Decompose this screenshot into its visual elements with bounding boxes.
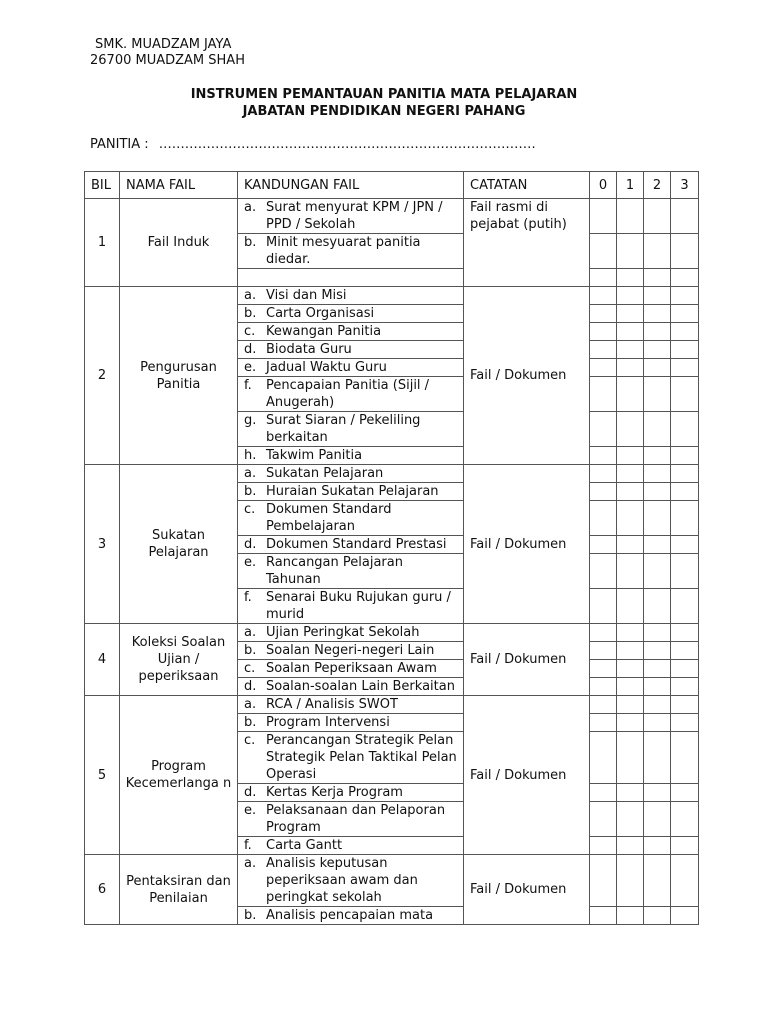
score-cell-0[interactable] [590, 696, 617, 714]
item-letter: e. [244, 360, 257, 375]
score-cell-0[interactable] [590, 554, 617, 589]
score-cell-1[interactable] [617, 678, 644, 696]
score-cell-3[interactable] [671, 465, 699, 483]
catatan-cell: Fail rasmi di pejabat (putih) [464, 199, 590, 287]
item-text: Kewangan Panitia [266, 324, 382, 339]
score-cell-2[interactable] [644, 802, 671, 837]
score-cell-0[interactable] [590, 660, 617, 678]
kandungan-cell [238, 323, 464, 341]
score-cell-3[interactable] [671, 642, 699, 660]
score-cell-1[interactable] [617, 305, 644, 323]
table-row [85, 287, 699, 305]
nama-fail-cell: Koleksi Soalan Ujian / peperiksaan [120, 624, 238, 696]
item-letter: f. [244, 838, 252, 853]
item-text: Sukatan Pelajaran [266, 466, 384, 481]
score-cell-3[interactable] [671, 287, 699, 305]
bil-cell: 6 [85, 855, 120, 925]
score-cell-1[interactable] [617, 465, 644, 483]
item-letter: b. [244, 306, 257, 321]
score-cell-2[interactable] [644, 269, 671, 287]
table-row [85, 696, 699, 714]
score-cell-3[interactable] [671, 199, 699, 234]
list-item [244, 447, 457, 464]
list-item [244, 589, 457, 623]
score-cell-0[interactable] [590, 447, 617, 465]
item-text: Analisis pencapaian mata [266, 908, 434, 923]
kandungan-cell [238, 234, 464, 269]
kandungan-cell [238, 837, 464, 855]
score-cell-2[interactable] [644, 305, 671, 323]
item-letter: g. [244, 413, 257, 428]
score-cell-0[interactable] [590, 678, 617, 696]
kandungan-cell [238, 855, 464, 907]
item-text: Minit mesyuarat panitia diedar. [266, 235, 421, 267]
item-letter: a. [244, 856, 257, 871]
score-cell-2[interactable] [644, 714, 671, 732]
score-cell-3[interactable] [671, 907, 699, 925]
score-cell-3[interactable] [671, 678, 699, 696]
score-cell-1[interactable] [617, 447, 644, 465]
list-item [244, 305, 457, 322]
catatan-cell: Fail / Dokumen [464, 624, 590, 696]
header-nama-fail: NAMA FAIL [120, 172, 238, 199]
table-row [85, 624, 699, 642]
score-cell-0[interactable] [590, 642, 617, 660]
score-cell-1[interactable] [617, 837, 644, 855]
nama-fail-cell: Pengurusan Panitia [120, 287, 238, 465]
kandungan-cell [238, 269, 464, 287]
score-cell-0[interactable] [590, 802, 617, 837]
item-letter: d. [244, 785, 257, 800]
score-cell-0[interactable] [590, 269, 617, 287]
kandungan-cell [238, 589, 464, 624]
item-text: Dokumen Standard Prestasi [266, 537, 447, 552]
score-cell-0[interactable] [590, 536, 617, 554]
score-cell-0[interactable] [590, 234, 617, 269]
list-item [244, 802, 457, 836]
list-item [244, 714, 457, 731]
score-cell-3[interactable] [671, 660, 699, 678]
score-cell-1[interactable] [617, 501, 644, 536]
list-item [244, 377, 457, 411]
item-letter: a. [244, 466, 257, 481]
list-item [244, 642, 457, 659]
score-cell-1[interactable] [617, 907, 644, 925]
kandungan-cell [238, 714, 464, 732]
item-letter: b. [244, 715, 257, 730]
bil-cell: 5 [85, 696, 120, 855]
item-text: Soalan-soalan Lain Berkaitan [266, 679, 455, 694]
score-cell-3[interactable] [671, 412, 699, 447]
score-cell-3[interactable] [671, 624, 699, 642]
kandungan-cell [238, 554, 464, 589]
score-cell-0[interactable] [590, 837, 617, 855]
kandungan-cell [238, 465, 464, 483]
score-cell-1[interactable] [617, 536, 644, 554]
item-letter: a. [244, 625, 257, 640]
item-text: Takwim Panitia [266, 448, 363, 463]
score-cell-3[interactable] [671, 837, 699, 855]
item-letter: b. [244, 235, 257, 250]
kandungan-cell [238, 907, 464, 925]
score-cell-2[interactable] [644, 642, 671, 660]
list-item [244, 465, 457, 482]
score-cell-3[interactable] [671, 323, 699, 341]
score-cell-1[interactable] [617, 696, 644, 714]
item-letter: h. [244, 448, 257, 463]
score-cell-3[interactable] [671, 589, 699, 624]
kandungan-cell [238, 287, 464, 305]
score-cell-1[interactable] [617, 660, 644, 678]
item-text: Pencapaian Panitia (Sijil / Anugerah) [266, 378, 430, 410]
header-row [85, 172, 699, 199]
score-cell-2[interactable] [644, 589, 671, 624]
item-text: RCA / Analisis SWOT [266, 697, 398, 712]
score-cell-2[interactable] [644, 483, 671, 501]
score-cell-3[interactable] [671, 732, 699, 784]
list-item [244, 287, 457, 304]
kandungan-cell [238, 377, 464, 412]
item-text: Soalan Negeri-negeri Lain [266, 643, 435, 658]
list-item [244, 323, 457, 340]
kandungan-cell [238, 732, 464, 784]
catatan-cell: Fail / Dokumen [464, 696, 590, 855]
item-letter: b. [244, 908, 257, 923]
item-text: Ujian Peringkat Sekolah [266, 625, 420, 640]
panitia-field [90, 137, 536, 152]
list-item [244, 483, 457, 500]
item-letter: f. [244, 378, 252, 393]
catatan-cell: Fail / Dokumen [464, 855, 590, 925]
kandungan-cell [238, 501, 464, 536]
score-cell-3[interactable] [671, 554, 699, 589]
score-cell-3[interactable] [671, 377, 699, 412]
item-text: Carta Organisasi [266, 306, 375, 321]
item-text: Visi dan Misi [266, 288, 347, 303]
panitia-dots: …………………………………………………………………………… [158, 137, 536, 152]
item-letter: a. [244, 200, 257, 215]
kandungan-cell [238, 447, 464, 465]
score-cell-0[interactable] [590, 305, 617, 323]
score-cell-0[interactable] [590, 784, 617, 802]
header-kandungan-fail: KANDUNGAN FAIL [238, 172, 464, 199]
score-cell-1[interactable] [617, 359, 644, 377]
item-letter: c. [244, 324, 256, 339]
score-cell-2[interactable] [644, 412, 671, 447]
score-cell-0[interactable] [590, 199, 617, 234]
score-cell-3[interactable] [671, 305, 699, 323]
item-letter: c. [244, 502, 256, 517]
header-catatan: CATATAN [464, 172, 590, 199]
list-item [244, 837, 457, 854]
list-item [244, 678, 457, 695]
header-score-2: 2 [644, 172, 671, 199]
kandungan-cell [238, 341, 464, 359]
score-cell-0[interactable] [590, 732, 617, 784]
panitia-label: PANITIA : [90, 137, 149, 152]
score-cell-2[interactable] [644, 501, 671, 536]
item-letter: b. [244, 643, 257, 658]
score-cell-1[interactable] [617, 624, 644, 642]
score-cell-2[interactable] [644, 323, 671, 341]
item-text: Huraian Sukatan Pelajaran [266, 484, 439, 499]
item-letter: b. [244, 484, 257, 499]
kandungan-cell [238, 784, 464, 802]
score-cell-1[interactable] [617, 199, 644, 234]
score-cell-2[interactable] [644, 554, 671, 589]
score-cell-2[interactable] [644, 784, 671, 802]
score-cell-0[interactable] [590, 465, 617, 483]
score-cell-1[interactable] [617, 855, 644, 907]
item-text: Program Intervensi [266, 715, 390, 730]
score-cell-3[interactable] [671, 855, 699, 907]
score-cell-2[interactable] [644, 359, 671, 377]
list-item [244, 199, 457, 233]
kandungan-cell [238, 199, 464, 234]
nama-fail-cell: Program Kecemerlanga n [120, 696, 238, 855]
item-text: Dokumen Standard Pembelajaran [266, 502, 392, 534]
score-cell-1[interactable] [617, 234, 644, 269]
kandungan-cell [238, 678, 464, 696]
kandungan-cell [238, 624, 464, 642]
item-letter: a. [244, 697, 257, 712]
score-cell-0[interactable] [590, 714, 617, 732]
list-item [244, 784, 457, 801]
score-cell-3[interactable] [671, 359, 699, 377]
score-cell-1[interactable] [617, 784, 644, 802]
score-cell-0[interactable] [590, 377, 617, 412]
kandungan-cell [238, 660, 464, 678]
monitoring-table [84, 171, 699, 925]
score-cell-2[interactable] [644, 199, 671, 234]
score-cell-2[interactable] [644, 660, 671, 678]
kandungan-cell [238, 536, 464, 554]
item-letter: f. [244, 590, 252, 605]
score-cell-3[interactable] [671, 802, 699, 837]
score-cell-1[interactable] [617, 589, 644, 624]
score-cell-3[interactable] [671, 341, 699, 359]
nama-fail-cell: Fail Induk [120, 199, 238, 287]
score-cell-2[interactable] [644, 837, 671, 855]
score-cell-3[interactable] [671, 269, 699, 287]
item-text: Carta Gantt [266, 838, 343, 853]
score-cell-3[interactable] [671, 696, 699, 714]
score-cell-0[interactable] [590, 624, 617, 642]
score-cell-0[interactable] [590, 323, 617, 341]
score-cell-1[interactable] [617, 554, 644, 589]
catatan-cell: Fail / Dokumen [464, 287, 590, 465]
score-cell-0[interactable] [590, 483, 617, 501]
score-cell-2[interactable] [644, 678, 671, 696]
score-cell-0[interactable] [590, 412, 617, 447]
list-item [244, 501, 457, 535]
list-item [244, 341, 457, 358]
nama-fail-cell: Pentaksiran dan Penilaian [120, 855, 238, 925]
item-text: Surat Siaran / Pekeliling berkaitan [266, 413, 421, 445]
score-cell-3[interactable] [671, 714, 699, 732]
item-letter: c. [244, 733, 256, 748]
item-letter: d. [244, 679, 257, 694]
score-cell-2[interactable] [644, 465, 671, 483]
score-cell-0[interactable] [590, 855, 617, 907]
document-subtitle: JABATAN PENDIDIKAN NEGERI PAHANG [242, 104, 526, 119]
score-cell-2[interactable] [644, 287, 671, 305]
bil-cell: 1 [85, 199, 120, 287]
kandungan-cell [238, 305, 464, 323]
score-cell-2[interactable] [644, 341, 671, 359]
score-cell-1[interactable] [617, 412, 644, 447]
list-item [244, 536, 457, 553]
bil-cell: 3 [85, 465, 120, 624]
item-text: Rancangan Pelajaran Tahunan [266, 555, 403, 587]
score-cell-1[interactable] [617, 642, 644, 660]
score-cell-1[interactable] [617, 341, 644, 359]
score-cell-1[interactable] [617, 483, 644, 501]
list-item [244, 907, 457, 924]
score-cell-0[interactable] [590, 501, 617, 536]
score-cell-0[interactable] [590, 341, 617, 359]
kandungan-cell [238, 696, 464, 714]
bil-cell: 4 [85, 624, 120, 696]
item-letter: a. [244, 288, 257, 303]
list-item [244, 732, 457, 783]
score-cell-2[interactable] [644, 377, 671, 412]
score-cell-2[interactable] [644, 536, 671, 554]
header-bil: BIL [85, 172, 120, 199]
item-letter: e. [244, 555, 257, 570]
item-letter: d. [244, 342, 257, 357]
score-cell-1[interactable] [617, 323, 644, 341]
school-name: SMK. MUADZAM JAYA [95, 37, 232, 52]
kandungan-cell [238, 359, 464, 377]
table-body [85, 199, 699, 925]
score-cell-3[interactable] [671, 234, 699, 269]
score-cell-3[interactable] [671, 447, 699, 465]
kandungan-cell [238, 412, 464, 447]
bil-cell: 2 [85, 287, 120, 465]
item-text: Pelaksanaan dan Pelaporan Program [266, 803, 446, 835]
kandungan-cell [238, 483, 464, 501]
item-letter: d. [244, 537, 257, 552]
score-cell-2[interactable] [644, 447, 671, 465]
score-cell-0[interactable] [590, 359, 617, 377]
item-text: Perancangan Strategik Pelan Strategik Pelan Taktikal Pelan Operasi [266, 733, 457, 782]
score-cell-2[interactable] [644, 234, 671, 269]
score-cell-0[interactable] [590, 589, 617, 624]
kandungan-cell [238, 802, 464, 837]
item-text: Analisis keputusan peperiksaan awam dan peringkat sekolah [266, 856, 418, 905]
score-cell-3[interactable] [671, 501, 699, 536]
score-cell-1[interactable] [617, 287, 644, 305]
item-text: Biodata Guru [266, 342, 352, 357]
list-item [244, 660, 457, 677]
item-text: Soalan Peperiksaan Awam [266, 661, 437, 676]
item-letter: c. [244, 661, 256, 676]
item-text: Jadual Waktu Guru [266, 360, 387, 375]
list-item [244, 696, 457, 713]
table-row [85, 855, 699, 907]
item-letter: e. [244, 803, 257, 818]
score-cell-3[interactable] [671, 536, 699, 554]
list-item [244, 412, 457, 446]
table-row [85, 199, 699, 234]
score-cell-1[interactable] [617, 802, 644, 837]
score-cell-0[interactable] [590, 287, 617, 305]
list-item [244, 855, 457, 906]
score-cell-3[interactable] [671, 784, 699, 802]
school-address: 26700 MUADZAM SHAH [90, 53, 245, 68]
list-item [244, 234, 457, 268]
score-cell-1[interactable] [617, 714, 644, 732]
item-text: Senarai Buku Rujukan guru / murid [266, 590, 451, 622]
catatan-cell: Fail / Dokumen [464, 465, 590, 624]
score-cell-2[interactable] [644, 732, 671, 784]
table-row [85, 465, 699, 483]
kandungan-cell [238, 642, 464, 660]
score-cell-2[interactable] [644, 855, 671, 907]
list-item [244, 554, 457, 588]
score-cell-1[interactable] [617, 732, 644, 784]
item-text: Kertas Kerja Program [266, 785, 403, 800]
score-cell-1[interactable] [617, 377, 644, 412]
list-item [244, 359, 457, 376]
score-cell-2[interactable] [644, 696, 671, 714]
score-cell-2[interactable] [644, 624, 671, 642]
score-cell-0[interactable] [590, 907, 617, 925]
header-score-1: 1 [617, 172, 644, 199]
header-score-0: 0 [590, 172, 617, 199]
item-text: Surat menyurat KPM / JPN / PPD / Sekolah [266, 200, 443, 232]
score-cell-1[interactable] [617, 269, 644, 287]
nama-fail-cell: Sukatan Pelajaran [120, 465, 238, 624]
list-item [244, 624, 457, 641]
score-cell-3[interactable] [671, 483, 699, 501]
document-title: INSTRUMEN PEMANTAUAN PANITIA MATA PELAJARAN [190, 87, 578, 102]
score-cell-2[interactable] [644, 907, 671, 925]
header-score-3: 3 [671, 172, 699, 199]
